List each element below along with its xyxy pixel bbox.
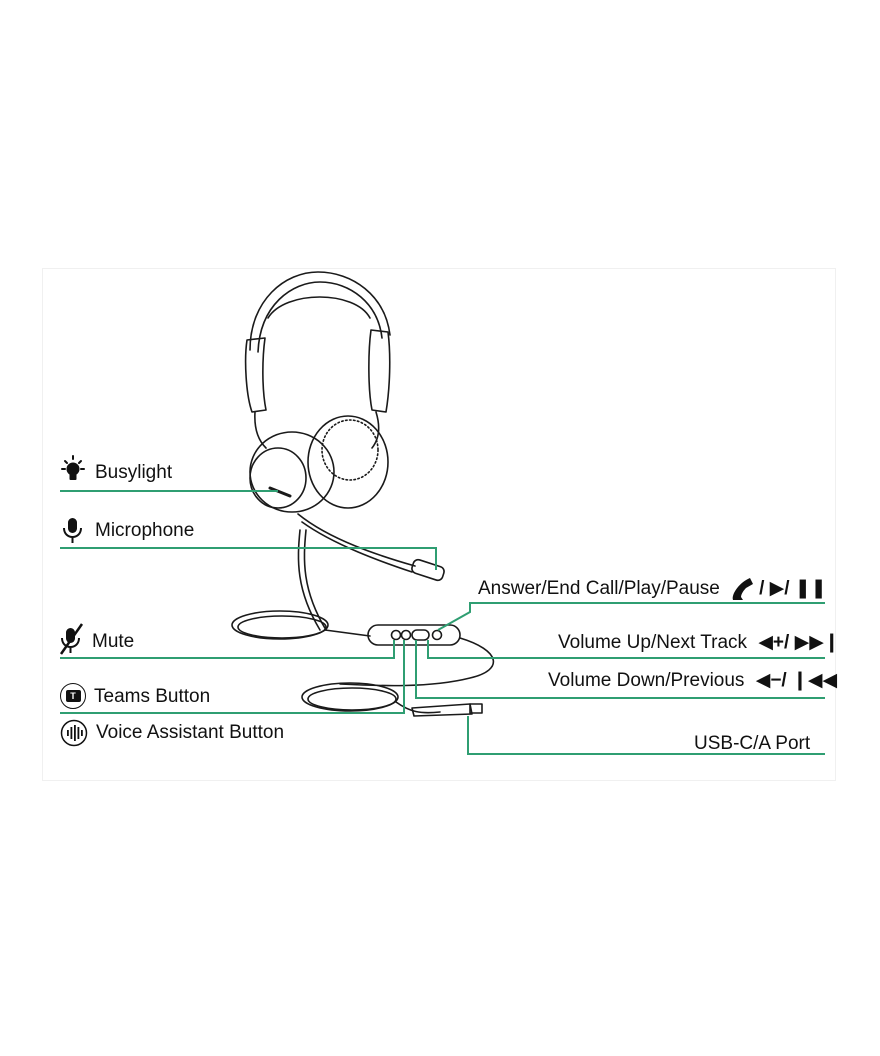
left-earcup-plate [250, 448, 306, 508]
cable-loop-1b [238, 616, 326, 638]
leader-microphone [60, 548, 436, 570]
headband-inner [258, 282, 382, 352]
microphone-muted-icon [61, 624, 82, 654]
headset-drawing [232, 272, 493, 716]
label-vol-down-glyphs: ◀−/ ❙◀◀ [755, 670, 838, 691]
label-microphone: Microphone [95, 520, 195, 541]
controller-btn-voice [402, 631, 411, 640]
right-earcup-mesh [322, 420, 378, 480]
label-vol-up-glyphs: ◀+/ ▶▶❙ [758, 632, 840, 653]
teams-icon: T [60, 683, 88, 711]
mic-boom-top [298, 514, 415, 566]
headband-outer [250, 272, 390, 350]
label-teams-button: Teams Button [94, 686, 211, 707]
label-answer-text: Answer/End Call/Play/Pause [478, 578, 720, 599]
controller-btn-answer [433, 631, 442, 640]
cable-to-controller [325, 630, 370, 636]
usb-plug-body [412, 704, 472, 716]
label-vol-up-text: Volume Up/Next Track [558, 632, 748, 653]
right-slider [369, 330, 390, 412]
label-volume-up [558, 631, 840, 655]
label-vol-down-text: Volume Down/Previous [548, 670, 745, 691]
controller-btn-teams [392, 631, 401, 640]
cable-upper [298, 530, 320, 630]
controller-btn-volume [412, 630, 429, 640]
leader-answer [438, 603, 825, 630]
mic-tip [411, 558, 446, 581]
left-slider [246, 338, 266, 412]
label-mute: Mute [92, 631, 135, 652]
label-volume-down [548, 669, 837, 693]
label-answer [478, 577, 827, 601]
microphone-icon [64, 518, 81, 543]
label-usb-port: USB-C/A Port [694, 733, 811, 754]
label-busylight: Busylight [95, 462, 173, 483]
headband-pad [268, 297, 370, 318]
lightbulb-icon [62, 456, 84, 480]
left-earcup [250, 432, 334, 512]
voice-assistant-icon [62, 721, 87, 746]
label-voice-assistant-button: Voice Assistant Button [96, 722, 285, 743]
cable-loop-2b [308, 688, 396, 710]
label-answer-glyphs: / ▶/ ❚❚ [759, 578, 827, 599]
inline-controller [368, 625, 460, 645]
